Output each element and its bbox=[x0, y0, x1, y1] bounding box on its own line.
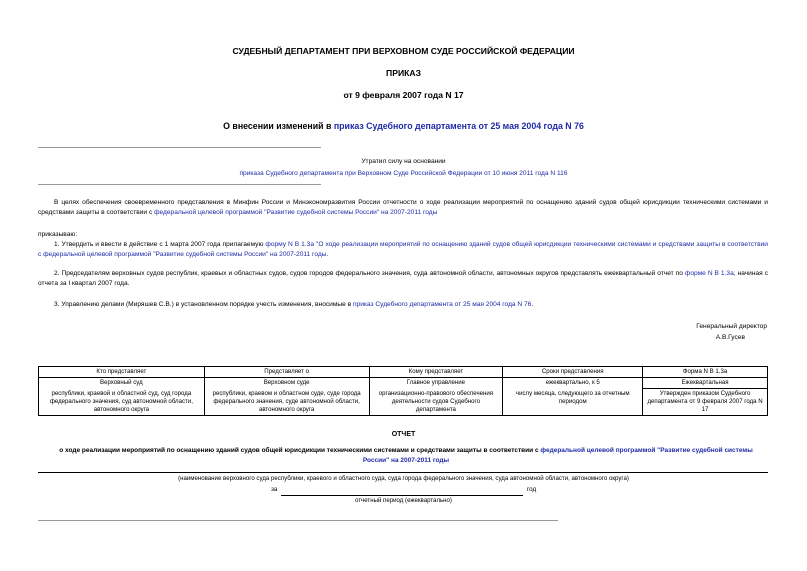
table-row bbox=[39, 378, 768, 389]
signer-name: А.В.Гусев bbox=[715, 334, 745, 341]
table-cell: Верховный суд bbox=[39, 378, 205, 389]
divider bbox=[38, 520, 558, 521]
period-za-label: за bbox=[271, 486, 278, 493]
table-header-row bbox=[39, 367, 768, 378]
paragraph-preamble bbox=[38, 198, 768, 218]
org-title: СУДЕБНЫЙ ДЕПАРТАМЕНТ ПРИ ВЕРХОВНОМ СУДЕ РОССИЙСКОЙ ФЕДЕРАЦИИ bbox=[232, 46, 575, 56]
doc-title bbox=[0, 121, 807, 131]
table-cell: республики, краевой и областной суд, суд города федерального значения, суд автономной области, автономного округа bbox=[39, 389, 205, 416]
order-word: приказываю: bbox=[38, 231, 78, 238]
period-year-label: год bbox=[527, 486, 537, 493]
item-2-end: , начиная с отчета за I квартал 2007 года. bbox=[38, 270, 768, 287]
report-subtitle bbox=[46, 446, 766, 466]
period-line bbox=[281, 495, 523, 496]
table-cell: числу месяца, следующего за отчетным периодом bbox=[503, 389, 643, 416]
table-header-cell: Форма N В 1.3а bbox=[643, 367, 768, 378]
report-subtitle-text: о ходе реализации мероприятий по оснащению зданий судов общей юрисдикции техническими системами и средствами защиты в соответствии с bbox=[59, 447, 541, 454]
doc-type: ПРИКАЗ bbox=[386, 68, 421, 78]
divider bbox=[38, 184, 321, 185]
table-cell: Ежеквартальная bbox=[643, 378, 768, 389]
status-note: Утратил силу на основании bbox=[361, 158, 446, 165]
amended-order-link[interactable]: приказ Судебного департамента от 25 мая 2004 года N 76 bbox=[333, 121, 584, 131]
doc-date: от 9 февраля 2007 года N 17 bbox=[343, 90, 464, 100]
table-header-cell: Представляет о bbox=[204, 367, 369, 378]
period-caption: отчетный период (ежеквартально) bbox=[355, 497, 452, 504]
table-cell: Верховном суде bbox=[204, 378, 369, 389]
form-link[interactable]: форму N В 1.3а "О ходе реализации мероприятий по оснащению зданий судов общей юрисдикции техническими системами и средствами защиты в соответствии с федеральной целевой программой "Развитие судебной системы России" на 2007-2011 годы bbox=[38, 241, 768, 258]
preamble-text: В целях обеспечения своевременного представления в Минфин России и Минэкономразвития России отчетности о ходе реализации мероприятий по оснащению зданий судов общей юрисдикции техническими системами и средствами защиты в соответствии с bbox=[38, 199, 768, 216]
table-header-cell: Кому представляет bbox=[369, 367, 503, 378]
table-header-cell: Сроки представления bbox=[503, 367, 643, 378]
form-link[interactable]: форме N В 1.3а bbox=[684, 270, 734, 277]
court-name-caption: (наименование верховного суда республики, краевого и областного суда, суда города федерального значения, суда автономной области, автономного округа) bbox=[178, 475, 629, 482]
table-cell: Главное управление bbox=[369, 378, 503, 389]
item-1 bbox=[38, 240, 768, 260]
item-3-text: 3. Управлению делами (Миряшев С.В.) в установленном порядке учесть изменения, вносимые в bbox=[54, 301, 353, 308]
table-cell: ежеквартально, к 5 bbox=[503, 378, 643, 389]
table-cell: республики, краевом и областном суде, суде города федерального значения, суде автономной области, автономного округа bbox=[204, 389, 369, 416]
divider bbox=[38, 147, 321, 148]
item-2 bbox=[38, 269, 768, 289]
amended-order-link[interactable]: приказ Судебного департамента от 25 мая 2004 года N 76 bbox=[352, 301, 532, 308]
table-cell: Утвержден приказом Судебного департамента от 9 февраля 2007 года N 17 bbox=[643, 389, 768, 416]
item-3-end: . bbox=[531, 301, 534, 308]
requisites-table bbox=[38, 366, 768, 416]
table-header-cell: Кто представляет bbox=[39, 367, 205, 378]
program-link[interactable]: федеральной целевой программой "Развитие судебной системы России" на 2007-2011 годы bbox=[154, 209, 438, 216]
report-title: ОТЧЕТ bbox=[391, 431, 416, 438]
program-link[interactable]: федеральной целевой программой "Развитие судебной системы России" на 2007-2011 годы bbox=[362, 447, 753, 464]
item-3 bbox=[38, 300, 768, 310]
item-1-text: 1. Утвердить и ввести в действие с 1 марта 2007 года прилагаемую bbox=[54, 241, 266, 248]
item-1-end: . bbox=[326, 251, 329, 258]
court-name-line bbox=[38, 472, 768, 473]
item-2-text: 2. Председателям верховных судов республик, краевых и областных судов, судов городов федерального значения, суда автономной области, автономных округов представлять ежеквартальный отчет по bbox=[54, 270, 685, 277]
repeal-order-link[interactable]: приказа Судебного департамента при Верховном Суде Российской Федерации от 10 июня 2011 года N 116 bbox=[239, 170, 568, 177]
doc-title-text: О внесении изменений в bbox=[223, 121, 334, 131]
table-cell: организационно-правового обеспечения деятельности судов Судебного департамента bbox=[369, 389, 503, 416]
table-row bbox=[39, 389, 768, 416]
signer-title: Генеральный директор bbox=[696, 323, 767, 330]
